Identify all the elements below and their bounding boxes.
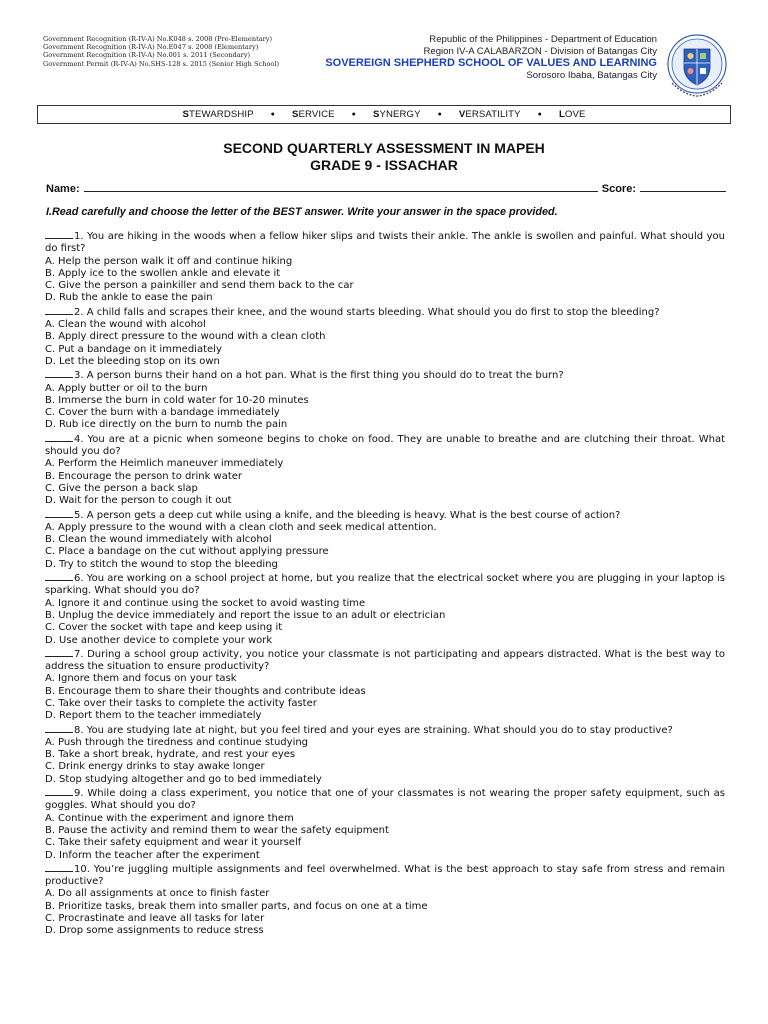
question-text: 4. You are at a picnic when someone begins to choke on food. They are unable to breathe and are clutching their throat. What should you do?: [45, 433, 725, 458]
name-label: Name:: [46, 183, 80, 195]
answer-choice: C. Take over their tasks to complete the activity faster: [45, 697, 317, 709]
deped-line: Republic of the Philippines - Department of Education: [429, 34, 657, 45]
question-text: 8. You are studying late at night, but you feel tired and your eyes are straining. What should you do to stay productive?: [74, 724, 673, 736]
question-item: [45, 786, 725, 862]
answer-choice: C. Give the person a painkiller and send them back to the car: [45, 280, 354, 292]
deped-block: [325, 34, 657, 82]
question-stem: [45, 723, 725, 737]
question-item: [45, 862, 725, 938]
answer-choice: A. Perform the Heimlich maneuver immediately: [45, 458, 284, 470]
question-stem: [45, 305, 725, 319]
answer-choice: B. Unplug the device immediately and report the issue to an adult or electrician: [45, 609, 446, 621]
answer-choice: B. Encourage them to share their thoughts and contribute ideas: [45, 685, 366, 697]
answer-choice: A. Clean the wound with alcohol: [45, 319, 206, 331]
answer-blank[interactable]: [45, 571, 73, 581]
core-value: LOVE: [558, 109, 586, 120]
core-value: SYNERGY: [372, 109, 421, 120]
bullet-separator: ●: [537, 111, 542, 118]
question-item: [45, 508, 725, 571]
question-stem: [45, 862, 725, 889]
question-item: [45, 571, 725, 647]
answer-choice: A. Continue with the experiment and ignore them: [45, 812, 294, 824]
bullet-separator: ●: [270, 111, 275, 118]
core-value: SERVICE: [291, 109, 335, 120]
answer-choice: A. Apply butter or oil to the burn: [45, 382, 208, 394]
answer-choice: A. Ignore it and continue using the socket to avoid wasting time: [45, 597, 366, 609]
question-text: 5. A person gets a deep cut while using a knife, and the bleeding is heavy. What is the best course of action?: [74, 509, 621, 521]
answer-choice: A. Help the person walk it off and continue hiking: [45, 255, 293, 267]
answer-choice: B. Pause the activity and remind them to wear the safety equipment: [45, 824, 389, 836]
answer-choice: C. Place a bandage on the cut without applying pressure: [45, 546, 329, 558]
answer-choice: D. Wait for the person to cough it out: [45, 495, 232, 507]
school-seal-logo: [664, 33, 730, 99]
answer-blank[interactable]: [45, 432, 73, 442]
question-stem: [45, 229, 725, 256]
question-list: [45, 229, 725, 938]
answer-blank[interactable]: [45, 647, 73, 657]
question-text: 10. You’re juggling multiple assignments and feel overwhelmed. What is the best approach to stay safe from stress and remain productive?: [45, 863, 725, 888]
answer-blank[interactable]: [45, 862, 73, 872]
answer-blank[interactable]: [45, 229, 73, 239]
deped-line: Region IV-A CALABARZON - Division of Batangas City: [423, 45, 657, 57]
answer-choice: D. Rub ice directly on the burn to numb the pain: [45, 419, 288, 431]
answer-choice: B. Encourage the person to drink water: [45, 470, 243, 482]
page-subtitle: GRADE 9 - ISSACHAR: [310, 157, 458, 173]
answer-choice: A. Ignore them and focus on your task: [45, 673, 237, 685]
question-item: [45, 305, 725, 368]
question-item: [45, 229, 725, 305]
answer-choice: B. Apply direct pressure to the wound with a clean cloth: [45, 331, 326, 343]
core-values-banner: [37, 105, 731, 124]
question-item: [45, 723, 725, 786]
school-address: Sorosoro Ibaba, Batangas City: [526, 70, 657, 82]
answer-choice: D. Stop studying altogether and go to bed immediately: [45, 773, 322, 785]
instructions: I.Read carefully and choose the letter of the BEST answer. Write your answer in the space provided.: [46, 206, 558, 218]
question-item: [45, 368, 725, 431]
recognition-line: Government Recognition (R-IV-A) No.E047 s. 2008 (Elementary): [43, 43, 259, 52]
page-title: SECOND QUARTERLY ASSESSMENT IN MAPEH: [223, 140, 545, 156]
score-field[interactable]: [640, 181, 726, 192]
question-text: 1. You are hiking in the woods when a fellow hiker slips and twists their ankle. The ankle is swollen and painful. What should you do first?: [45, 231, 725, 255]
answer-choice: C. Cover the socket with tape and keep using it: [45, 622, 283, 634]
answer-choice: D. Rub the ankle to ease the pain: [45, 292, 213, 304]
answer-blank[interactable]: [45, 508, 73, 518]
answer-choice: A. Do all assignments at once to finish faster: [45, 888, 270, 900]
score-label: Score:: [601, 183, 636, 195]
answer-blank[interactable]: [45, 368, 73, 378]
core-value: STEWARDSHIP: [182, 109, 254, 120]
answer-choice: C. Put a bandage on it immediately: [45, 343, 222, 355]
question-item: [45, 647, 725, 723]
answer-choice: B. Take a short break, hydrate, and rest your eyes: [45, 749, 296, 761]
question-stem: [45, 432, 725, 459]
answer-choice: C. Give the person a back slap: [45, 482, 198, 494]
question-text: 2. A child falls and scrapes their knee, and the wound starts bleeding. What should you do first to stop the bleeding?: [74, 306, 660, 318]
answer-choice: C. Take their safety equipment and wear it yourself: [45, 837, 302, 849]
answer-choice: B. Clean the wound immediately with alcohol: [45, 534, 272, 546]
question-text: 6. You are working on a school project at home, but you realize that the electrical socket where you are plugging in your laptop is sparking. What should you do?: [45, 573, 725, 597]
answer-blank[interactable]: [45, 786, 73, 796]
question-stem: [45, 647, 725, 674]
bullet-separator: ●: [351, 111, 356, 118]
answer-choice: D. Use another device to complete your work: [45, 634, 273, 646]
answer-choice: B. Apply ice to the swollen ankle and elevate it: [45, 267, 281, 279]
answer-choice: D. Report them to the teacher immediately: [45, 710, 262, 722]
question-stem: [45, 368, 725, 382]
answer-choice: B. Prioritize tasks, break them into smaller parts, and focus on one at a time: [45, 900, 428, 912]
answer-choice: A. Push through the tiredness and continue studying: [45, 736, 309, 748]
answer-blank[interactable]: [45, 305, 73, 315]
answer-choice: D. Try to stitch the wound to stop the bleeding: [45, 558, 278, 570]
answer-choice: D. Inform the teacher after the experiment: [45, 849, 260, 861]
question-stem: [45, 508, 725, 522]
government-recognitions: [43, 35, 333, 68]
school-name: SOVEREIGN SHEPHERD SCHOOL OF VALUES AND LEARNING: [325, 57, 657, 70]
answer-choice: D. Drop some assignments to reduce stress: [45, 925, 264, 937]
name-field[interactable]: [84, 181, 598, 192]
answer-choice: D. Let the bleeding stop on its own: [45, 355, 220, 367]
question-stem: [45, 571, 725, 598]
recognition-line: Government Permit (R-IV-A) No.SHS-128 s. 2015 (Senior High School): [43, 59, 280, 68]
answer-blank[interactable]: [45, 723, 73, 733]
answer-choice: C. Cover the burn with a bandage immediately: [45, 407, 280, 419]
name-score-row: [46, 181, 726, 195]
recognition-line: Government Recognition (R-IV-A) No.K048 s. 2008 (Pre-Elementary): [43, 35, 273, 43]
question-text: 3. A person burns their hand on a hot pan. What is the first thing you should do to treat the burn?: [74, 370, 564, 382]
question-item: [45, 432, 725, 508]
question-text: 7. During a school group activity, you notice your classmate is not participating and appears distracted. What is the best way to address the situation to ensure productivity?: [45, 648, 725, 673]
core-value: VERSATILITY: [458, 109, 521, 120]
answer-choice: A. Apply pressure to the wound with a clean cloth and seek medical attention.: [45, 521, 437, 533]
answer-choice: C. Procrastinate and leave all tasks for later: [45, 913, 265, 925]
recognition-line: Government Recognition (R-IV-A) No.001 s. 2011 (Secondary): [43, 51, 251, 60]
answer-choice: B. Immerse the burn in cold water for 10-20 minutes: [45, 394, 309, 406]
answer-choice: C. Drink energy drinks to stay awake longer: [45, 761, 265, 773]
bullet-separator: ●: [437, 111, 442, 118]
question-text: 9. While doing a class experiment, you notice that one of your classmates is not wearing the proper safety equipment, such as goggles. What should you do?: [45, 788, 725, 812]
question-stem: [45, 786, 725, 813]
